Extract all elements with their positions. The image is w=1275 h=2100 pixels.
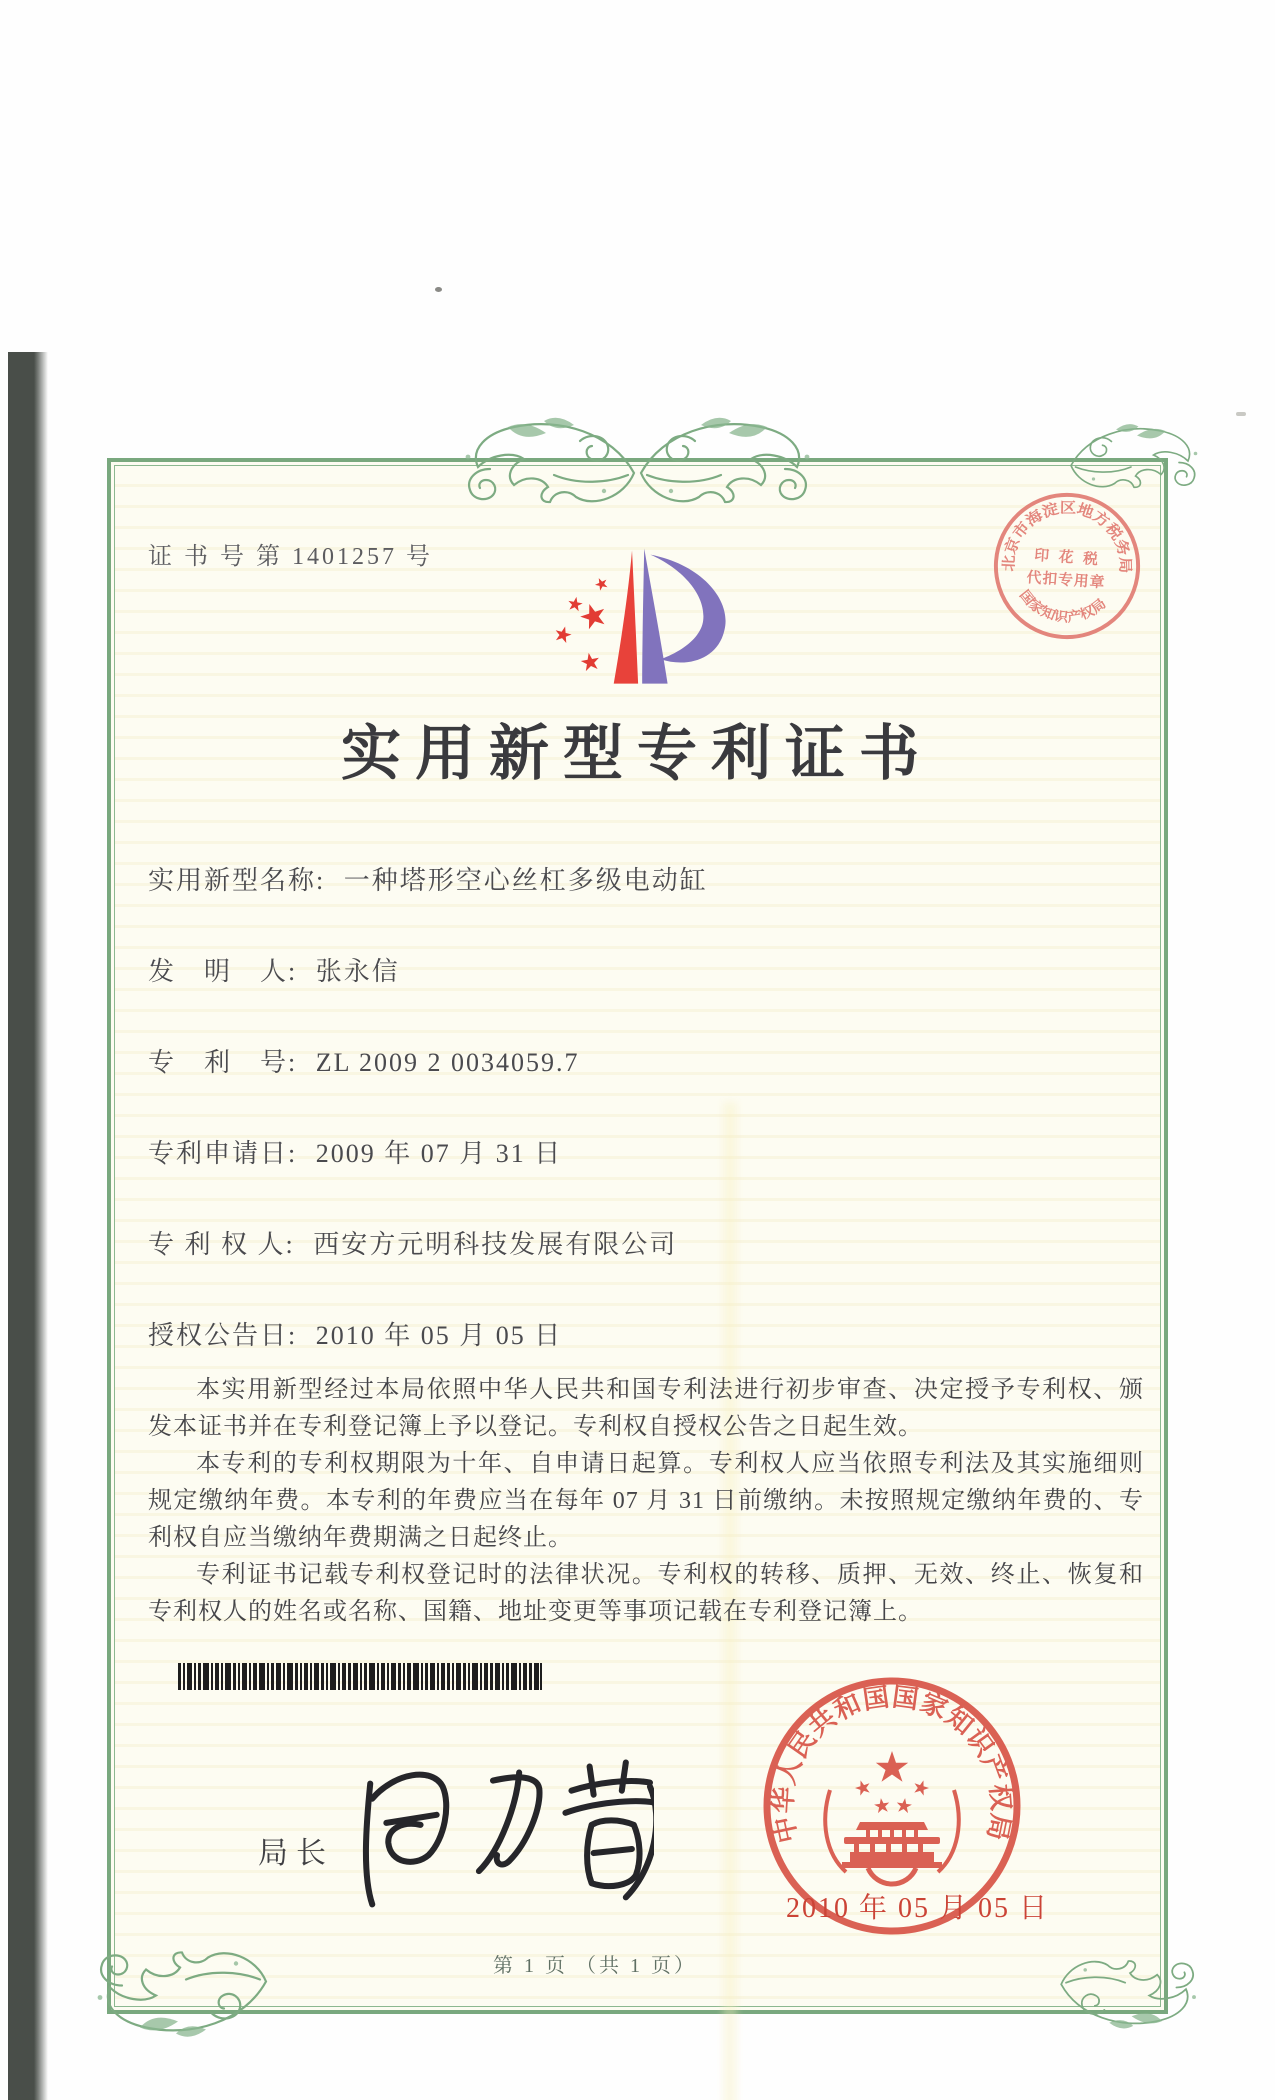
field-patentee: [148, 1216, 1148, 1307]
logo-p-bowl: [650, 555, 725, 663]
stamp-top-text: 北京市海淀区地方税务局: [1001, 500, 1133, 572]
body-paragraph: 本专利的专利权期限为十年、自申请日起算。专利权人应当依照专利法及其实施细则规定缴纳年费。本专利的年费应当在每年 07 月 31 日前缴纳。未按照规定缴纳年费的、专利权自应当缴纳年费期满之日起终止。: [148, 1451, 1144, 1551]
ornament-bottom-right: [1058, 1948, 1218, 2043]
director-signature-tian-li-pu: [332, 1738, 654, 1950]
certificate-number: 证 书 号 第 1401257 号: [148, 544, 433, 570]
certificate-body: [148, 1372, 1144, 1631]
logo-purple-spire: [642, 549, 667, 684]
field-value: 2010 年 05 月 05 日: [315, 1321, 563, 1350]
field-label: 专 利 号:: [148, 1048, 298, 1077]
logo-stars: [553, 575, 609, 671]
stamp-center-line1: 印 花 税: [1033, 547, 1102, 569]
scan-speck: [435, 287, 442, 292]
logo-red-spire: [614, 551, 638, 684]
barcode: [178, 1663, 542, 1690]
certificate-fields: [148, 852, 1148, 1398]
page-number: 第 1 页 （共 1 页）: [493, 1955, 697, 1977]
ornament-top-center-left: [438, 413, 638, 505]
field-value: 西安方元明科技发展有限公司: [313, 1230, 678, 1259]
seal-ring-text: 中华人民共和国国家知识产权局: [768, 1682, 1016, 1846]
stamp-bottom-text: 国家知识产权局: [1016, 587, 1108, 625]
field-label: 授权公告日:: [148, 1321, 298, 1350]
field-value: 2009 年 07 月 31 日: [315, 1139, 563, 1168]
stamp-duty-seal: [983, 482, 1152, 651]
ornament-bottom-left: [70, 1948, 270, 2043]
field-utility-model-name: [148, 852, 1148, 943]
field-value: ZL 2009 2 0034059.7: [315, 1048, 580, 1077]
field-label: 专利申请日:: [148, 1139, 298, 1168]
field-inventor: [148, 943, 1148, 1034]
body-paragraph: 专利证书记载专利权登记时的法律状况。专利权的转移、质押、无效、终止、恢复和专利权人的姓名或名称、国籍、地址变更等事项记载在专利登记簿上。: [148, 1562, 1144, 1625]
field-label: 实用新型名称:: [148, 866, 326, 895]
field-label: 专 利 权 人:: [148, 1230, 295, 1259]
field-value: 一种塔形空心丝杠多级电动缸: [343, 866, 708, 895]
sipo-logo: [552, 516, 772, 704]
certificate-title: 实用新型专利证书: [341, 721, 933, 787]
body-paragraph: 本实用新型经过本局依照中华人民共和国专利法进行初步审查、决定授予专利权、颁发本证书并在专利登记簿上予以登记。专利权自授权公告之日起生效。: [148, 1377, 1144, 1440]
scan-mark: [1236, 412, 1246, 416]
field-value: 张永信: [315, 957, 400, 986]
stamp-center-line2: 代扣专用章: [1026, 569, 1106, 592]
national-emblem: [825, 1751, 959, 1884]
director-label: 局长: [258, 1837, 334, 1870]
field-label: 发 明 人:: [148, 957, 298, 986]
scanner-edge-strip: [8, 352, 48, 2100]
field-patent-number: [148, 1034, 1148, 1125]
seal-date: 2010 年 05 月 05 日: [786, 1893, 1050, 1924]
ornament-top-center-right: [637, 413, 837, 505]
field-filing-date: [148, 1125, 1148, 1216]
